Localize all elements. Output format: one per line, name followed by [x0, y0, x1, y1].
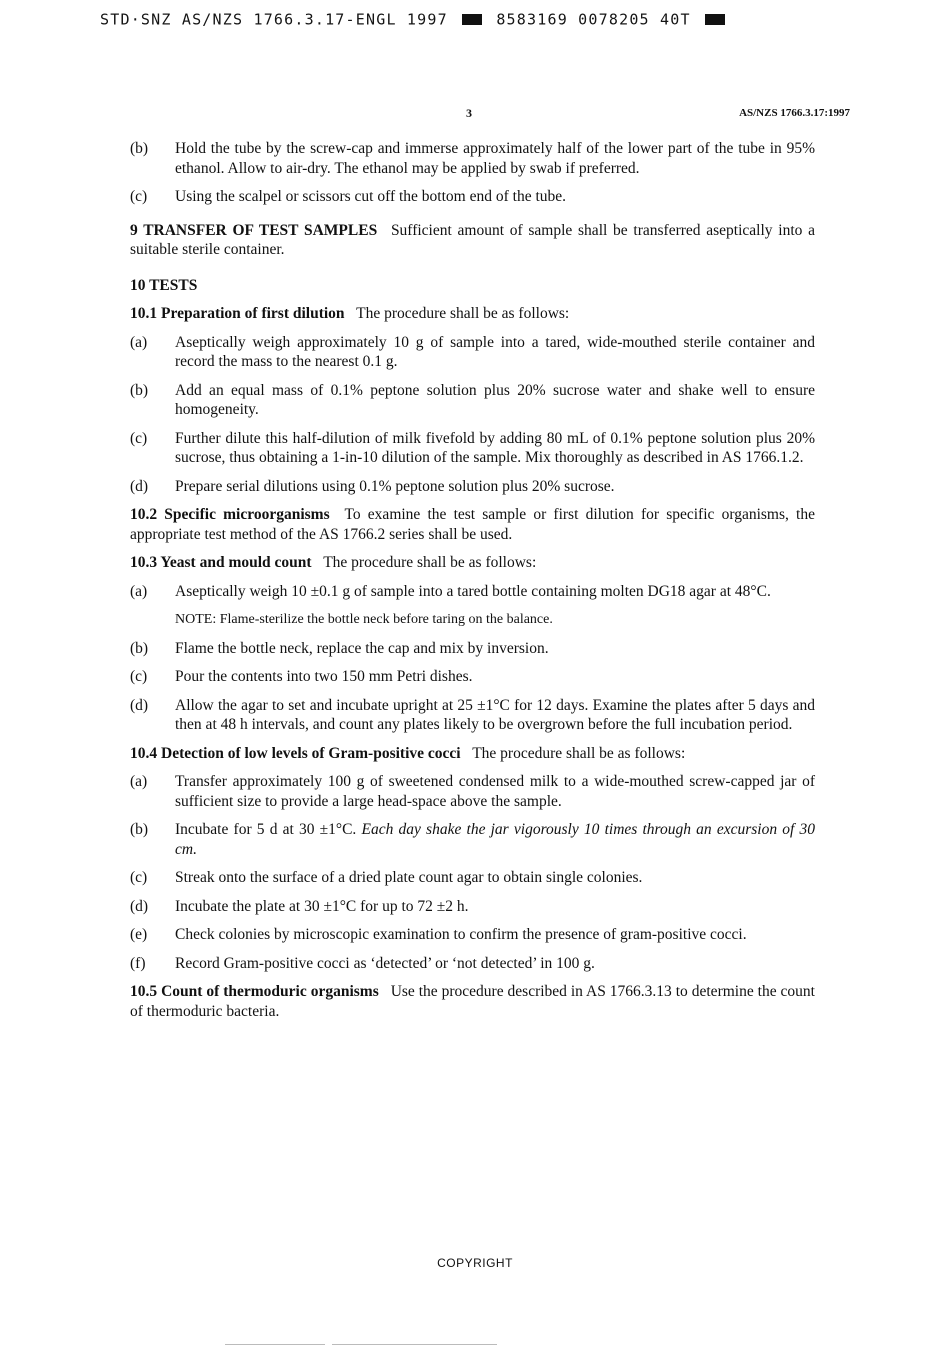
list-item — [130, 429, 815, 468]
item-text: Flame the bottle neck, replace the cap and mix by inversion. — [175, 639, 549, 657]
item-text: Transfer approximately 100 g of sweetened condensed milk to a wide-mouthed screw-capped jar of sufficient size to provide a large head-space above the sample. — [175, 773, 815, 810]
list-item — [130, 477, 815, 497]
section-heading: 9 TRANSFER OF TEST SAMPLES — [130, 221, 378, 239]
item-text: Pour the contents into two 150 mm Petri dishes. — [175, 668, 473, 685]
list-item — [130, 925, 815, 945]
section-intro: The procedure shall be as follows: — [356, 305, 570, 322]
item-text: Streak onto the surface of a dried plate count agar to obtain single colonies. — [175, 869, 643, 886]
list-item — [130, 696, 815, 735]
list-item — [130, 333, 815, 372]
item-text: Further dilute this half-dilution of milk fivefold by adding 80 mL of 0.1% peptone solution plus 20% sucrose, thus obtaining a 1-in-10 dilution of the sample. Mix thoroughly as described in AS 1766.1.2. — [175, 429, 815, 466]
redaction-block — [462, 14, 482, 25]
item-label: (c) — [130, 429, 148, 447]
item-text: Using the scalpel or scissors cut off the bottom end of the tube. — [175, 188, 567, 205]
list-item — [130, 772, 815, 811]
item-label: (b) — [130, 639, 149, 657]
section-10-2 — [130, 505, 815, 544]
section-heading: 10.4 Detection of low levels of Gram-positive cocci — [130, 744, 461, 762]
item-text: Add an equal mass of 0.1% peptone solution plus 20% sucrose water and shake well to ensure homogeneity. — [175, 381, 815, 418]
list-item — [130, 954, 815, 974]
item-text: Aseptically weigh 10 ±0.1 g of sample into a tared bottle containing molten DG18 agar at 48°C. — [175, 582, 771, 600]
item-text: Allow the agar to set and incubate upright at 25 ±1°C for 12 days. Examine the plates after 5 days and then at 48 h intervals, and count any plates likely to be overgrown before the full incubation period. — [175, 696, 815, 733]
section-text: To examine the test sample or first dilution for specific organisms, the appropriate test method of the AS 1766.2 series shall be used. — [130, 506, 815, 543]
copyright-footer: COPYRIGHT — [437, 1256, 513, 1270]
item-label: (c) — [130, 869, 148, 886]
item-label: (e) — [130, 926, 148, 943]
item-label: (b) — [130, 821, 149, 838]
scan-header — [100, 10, 820, 32]
item-label: (d) — [130, 897, 149, 915]
list-item — [130, 868, 815, 888]
item-text: Incubate the plate at 30 ±1°C for up to 72 ±2 h. — [175, 897, 469, 915]
list-item — [130, 381, 815, 420]
item-text: Hold the tube by the screw-cap and immerse approximately half of the lower part of the tube in 95% ethanol. Allow to air-dry. The ethanol may be applied by swab if preferred. — [175, 140, 815, 177]
item-text: Check colonies by microscopic examination to confirm the presence of gram-positive cocci. — [175, 926, 747, 943]
section-9 — [130, 221, 815, 260]
section-text: Use the procedure described in AS 1766.3.13 to determine the count of thermoduric bacteria. — [130, 983, 815, 1020]
list-item — [130, 639, 815, 659]
section-heading: 10.5 Count of thermoduric organisms — [130, 983, 379, 1000]
item-label: (b) — [130, 381, 149, 399]
item-label: (b) — [130, 140, 149, 157]
section-10-4 — [130, 744, 815, 764]
document-body — [130, 139, 815, 1030]
page-number: 3 — [466, 106, 472, 120]
section-heading: 10.3 Yeast and mould count — [130, 554, 312, 571]
section-10-1 — [130, 304, 815, 324]
item-label: (a) — [130, 773, 148, 790]
list-item — [130, 187, 815, 207]
note: NOTE: Flame-sterilize the bottle neck before taring on the balance. — [175, 612, 553, 627]
item-text: Record Gram-positive cocci as ‘detected’ or ‘not detected’ in 100 g. — [175, 954, 595, 972]
section-10-5 — [130, 982, 815, 1021]
item-text: Incubate for 5 d at 30 ±1°C. — [175, 821, 357, 838]
scan-artifact-rule — [332, 1344, 497, 1345]
item-label: (c) — [130, 668, 148, 685]
redaction-block — [705, 14, 725, 25]
section-10-3 — [130, 553, 815, 573]
section-heading: 10.1 Preparation of first dilution — [130, 305, 345, 322]
section-heading: 10.2 Specific microorganisms — [130, 506, 330, 523]
list-item — [130, 667, 815, 687]
standard-reference: AS/NZS 1766.3.17:1997 — [739, 107, 850, 119]
scan-artifact-rule — [225, 1344, 325, 1345]
list-item — [130, 582, 815, 602]
section-text: Sufficient amount of sample shall be transferred aseptically into a suitable sterile container. — [130, 221, 816, 258]
item-text: Aseptically weigh approximately 10 g of sample into a tared, wide-mouthed sterile container and record the mass to the nearest 0.1 g. — [175, 333, 815, 370]
item-label: (a) — [130, 582, 148, 600]
section-10-heading: 10 TESTS — [130, 276, 198, 294]
list-item — [130, 139, 815, 178]
scan-header-left: STD·SNZ AS/NZS 1766.3.17-ENGL 1997 — [100, 10, 448, 29]
section-intro: The procedure shall be as follows: — [472, 744, 686, 762]
section-intro: The procedure shall be as follows: — [323, 554, 537, 571]
item-text: Prepare serial dilutions using 0.1% peptone solution plus 20% sucrose. — [175, 477, 615, 495]
scan-header-code: 8583169 0078205 40T — [496, 10, 691, 29]
list-item — [130, 820, 815, 859]
item-text-italic: Each day shake the jar vigorously 10 times through an excursion of 30 cm. — [175, 821, 815, 858]
item-label: (a) — [130, 333, 148, 351]
item-label: (d) — [130, 477, 149, 495]
item-label: (c) — [130, 188, 148, 205]
list-item — [130, 897, 815, 917]
item-label: (d) — [130, 696, 149, 714]
item-label: (f) — [130, 954, 146, 972]
